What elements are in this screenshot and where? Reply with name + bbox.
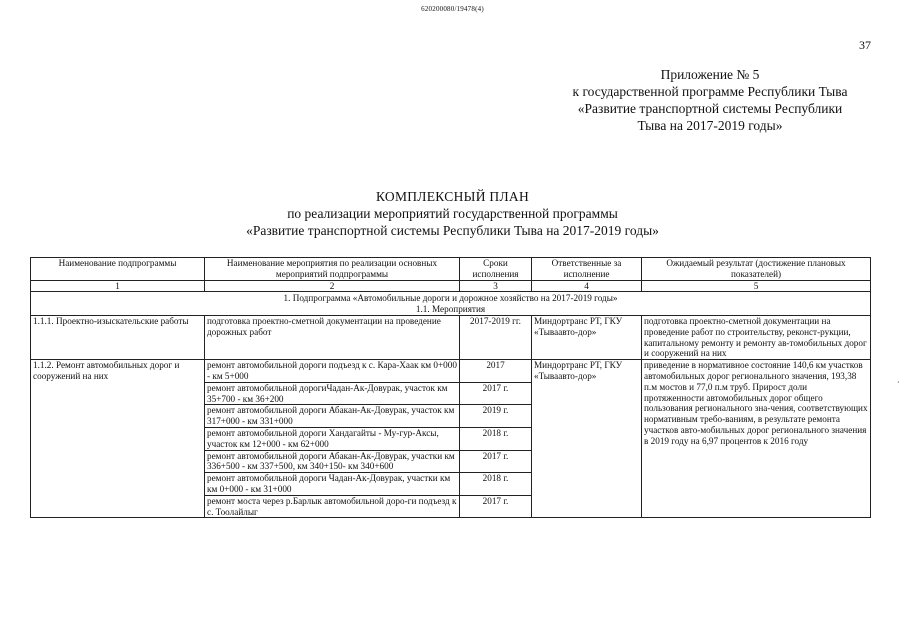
term-cell: 2017 [460, 360, 532, 383]
activity-cell: ремонт автомобильной дороги Хандагайты - Му-гур-Аксы, участок км 12+000 - км 62+000 [205, 427, 460, 450]
row2-responsible: Миндортранс РТ, ГКУ «Тываавто-дор» [532, 360, 642, 518]
row2-result: приведение в нормативное состояние 140,6 км участков автомобильных дорог регионального значения, 193,38 п.м мостов и 77,0 п.м труб. Прирост доли протяженности автомобильных дорог общего пользования регионального зна-чения, соответствующих нормативным требо-ваниям, в результате ремонта участков авто-мобильных дорог регионального значения в 2019 году на 6,97 процентов к 2016 году [642, 360, 871, 518]
header-result: Ожидаемый результат (достижение плановых показателей) [642, 258, 871, 281]
column-number: 1 [31, 280, 205, 292]
subprogram-title-row [31, 292, 871, 304]
row1-term: 2017-2019 гг. [460, 315, 532, 359]
appendix-line-1: Приложение № 5 [660, 67, 760, 82]
subprogram-title: 1. Подпрограмма «Автомобильные дороги и дорожное хозяйство на 2017-2019 годы» [31, 292, 871, 304]
title-line-2: по реализации мероприятий государственной программы [287, 206, 618, 221]
term-cell: 2018 г. [460, 427, 532, 450]
activity-cell: ремонт автомобильной дороги Абакан-Ак-Довурак, участок км 317+000 - км 331+000 [205, 405, 460, 428]
column-number: 5 [642, 280, 871, 292]
title-line-1: КОМПЛЕКСНЫЙ ПЛАН [375, 189, 530, 204]
table-row [31, 360, 871, 383]
column-number: 3 [460, 280, 532, 292]
header-term: Сроки исполнения [460, 258, 532, 281]
appendix-line-3: «Развитие транспортной системы Республики [577, 101, 843, 116]
row1-subprogram: 1.1.1. Проектно-изыскательские работы [31, 315, 205, 359]
section-title: 1.1. Мероприятия [31, 304, 871, 315]
section-title-row [31, 304, 871, 315]
term-cell: 2017 г. [460, 495, 532, 518]
activity-cell: ремонт автомобильной дорогиЧадан-Ак-Довурак, участок км 35+700 - км 36+200 [205, 382, 460, 405]
column-number: 4 [532, 280, 642, 292]
term-cell: 2018 г. [460, 473, 532, 496]
document-id: 620200080/19478(4) [421, 5, 484, 13]
column-number: 2 [205, 280, 460, 292]
term-cell: 2017 г. [460, 450, 532, 473]
appendix-line-4: Тыва на 2017-2019 годы» [637, 118, 783, 133]
appendix-header [520, 66, 900, 134]
table-row [31, 315, 871, 359]
header-subprogram: Наименование подпрограммы [31, 258, 205, 281]
row1-result: подготовка проектно-сметной документации на проведение работ по строительству, реконст-рукции, капитальному ремонту и ремонту ав-томобильных дорог и сооружений на них [642, 315, 871, 359]
row1-activity: подготовка проектно-сметной документации на проведение дорожных работ [205, 315, 460, 359]
document-title [0, 188, 905, 239]
header-responsible: Ответственные за исполнение [532, 258, 642, 281]
activity-cell: ремонт моста через р.Барлык автомобильной доро-ги подъезд к с. Тоолайлыг [205, 495, 460, 518]
row2-subprogram: 1.1.2. Ремонт автомобильных дорог и сооружений на них [31, 360, 205, 518]
plan-table [30, 257, 871, 518]
page-mark: · [897, 378, 900, 387]
appendix-line-2: к государственной программе Республики Тыва [572, 84, 848, 99]
page-number: 37 [859, 38, 871, 52]
column-number-row [31, 280, 871, 292]
term-cell: 2017 г. [460, 382, 532, 405]
table-header-row [31, 258, 871, 281]
title-line-3: «Развитие транспортной системы Республики Тыва на 2017-2019 годы» [246, 223, 659, 238]
activity-cell: ремонт автомобильной дороги Абакан-Ак-Довурак, участки км 336+500 - км 337+500, км 340+150- км 340+600 [205, 450, 460, 473]
row1-responsible: Миндортранс РТ, ГКУ «Тываавто-дор» [532, 315, 642, 359]
header-activity: Наименование мероприятия по реализации основных мероприятий подпрограммы [205, 258, 460, 281]
term-cell: 2019 г. [460, 405, 532, 428]
activity-cell: ремонт автомобильной дороги Чадан-Ак-Довурак, участки км км 0+000 - км 31+000 [205, 473, 460, 496]
activity-cell: ремонт автомобильной дороги подъезд к с. Кара-Хаак км 0+000 - км 5+000 [205, 360, 460, 383]
